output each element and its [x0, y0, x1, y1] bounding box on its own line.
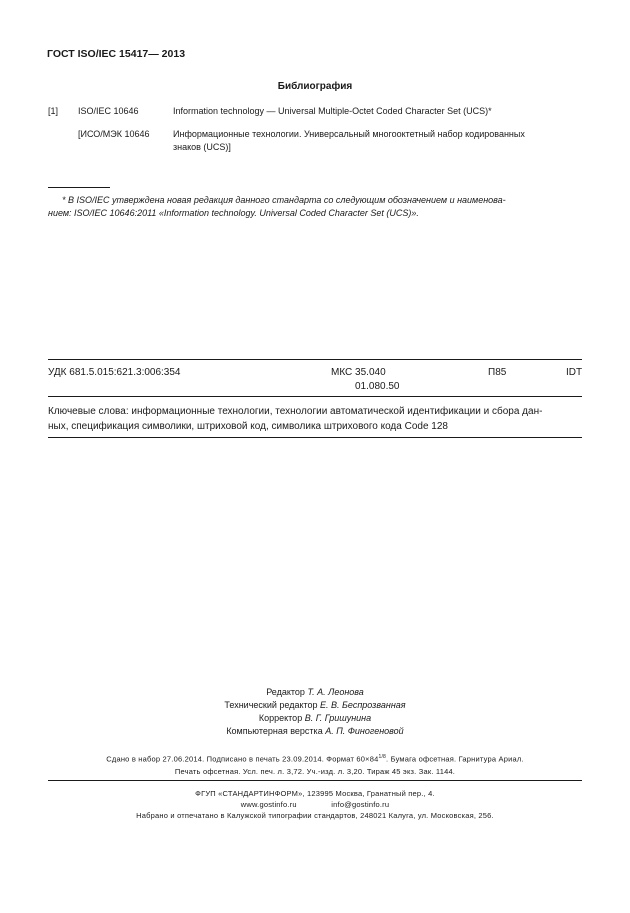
footnote-line2: нием: ISO/IEC 10646:2011 «Information technology. Universal Coded Character Set (UCS)». — [48, 208, 419, 218]
format-fraction: 1/8 — [378, 754, 387, 760]
group-code: П85 — [488, 367, 507, 378]
divider-bottom — [48, 437, 582, 438]
entry-text: Information technology — Universal Multiple-Octet Coded Character Set (UCS)* — [173, 106, 492, 116]
publisher-contacts — [0, 800, 630, 809]
print-info-text: Сдано в набор 27.06.2014. Подписано в печать 23.09.2014. Формат 60×84 — [106, 754, 379, 764]
mks-code-2: 01.080.50 — [355, 381, 400, 392]
staff-name: А. П. Финогеновой — [325, 726, 404, 736]
print-info-line1 — [0, 754, 630, 764]
footnote-rule — [48, 187, 110, 188]
staff-editor — [0, 687, 630, 697]
bibliography-title: Библиография — [277, 81, 353, 92]
degree-code: IDT — [566, 367, 583, 378]
staff-role: Компьютерная верстка — [226, 726, 323, 736]
staff-role: Технический редактор — [224, 700, 318, 710]
entry-text-ru-line1: Информационные технологии. Универсальный многооктетный набор кодированных — [173, 129, 525, 139]
staff-name: Е. В. Беспрозванная — [320, 700, 406, 710]
publisher-email: info@gostinfo.ru — [331, 800, 390, 809]
footnote-line1: * В ISO/IEC утверждена новая редакция данного стандарта со следующим обозначением и наименова- — [62, 195, 506, 205]
entry-code-ru: [ИСО/МЭК 10646 — [78, 129, 150, 139]
udk-code: УДК 681.5.015:621.3:006:354 — [48, 367, 181, 378]
divider-middle — [48, 396, 582, 397]
keywords-line1: Ключевые слова: информационные технологии, технологии автоматической идентификации и сбора дан- — [48, 406, 543, 417]
divider-publisher — [48, 780, 582, 781]
mks-code-1: МКС 35.040 — [331, 367, 386, 378]
staff-role: Редактор — [266, 687, 305, 697]
publisher-website: www.gostinfo.ru — [240, 800, 297, 809]
print-info-line2: Печать офсетная. Усл. печ. л. 3,72. Уч.-изд. л. 3,20. Тираж 45 экз. Зак. 1144. — [174, 767, 456, 776]
staff-role: Корректор — [258, 713, 303, 723]
document-header: ГОСТ ISO/IEC 15417— 2013 — [47, 48, 186, 60]
divider-top — [48, 359, 582, 360]
entry-number: [1] — [48, 106, 59, 116]
staff-name: В. Г. Гришунина — [304, 713, 372, 723]
keywords-line2: ных, спецификация символики, штриховой код, символика штрихового кода Code 128 — [48, 421, 448, 432]
publisher-line3: Набрано и отпечатано в Калужской типографии стандартов, 248021 Калуга, ул. Московская, 256. — [136, 811, 494, 820]
staff-name: Т. А. Леонова — [307, 687, 364, 697]
print-info-text: . Бумага офсетная. Гарнитура Ариал. — [386, 754, 524, 764]
staff-tech-editor — [0, 700, 630, 710]
staff-layout — [0, 726, 630, 736]
entry-text-ru-line2: знаков (UCS)] — [173, 142, 231, 152]
publisher-line1: ФГУП «СТАНДАРТИНФОРМ», 123995 Москва, Гранатный пер., 4. — [195, 789, 435, 798]
staff-corrector — [0, 713, 630, 723]
entry-code: ISO/IEC 10646 — [78, 106, 139, 116]
